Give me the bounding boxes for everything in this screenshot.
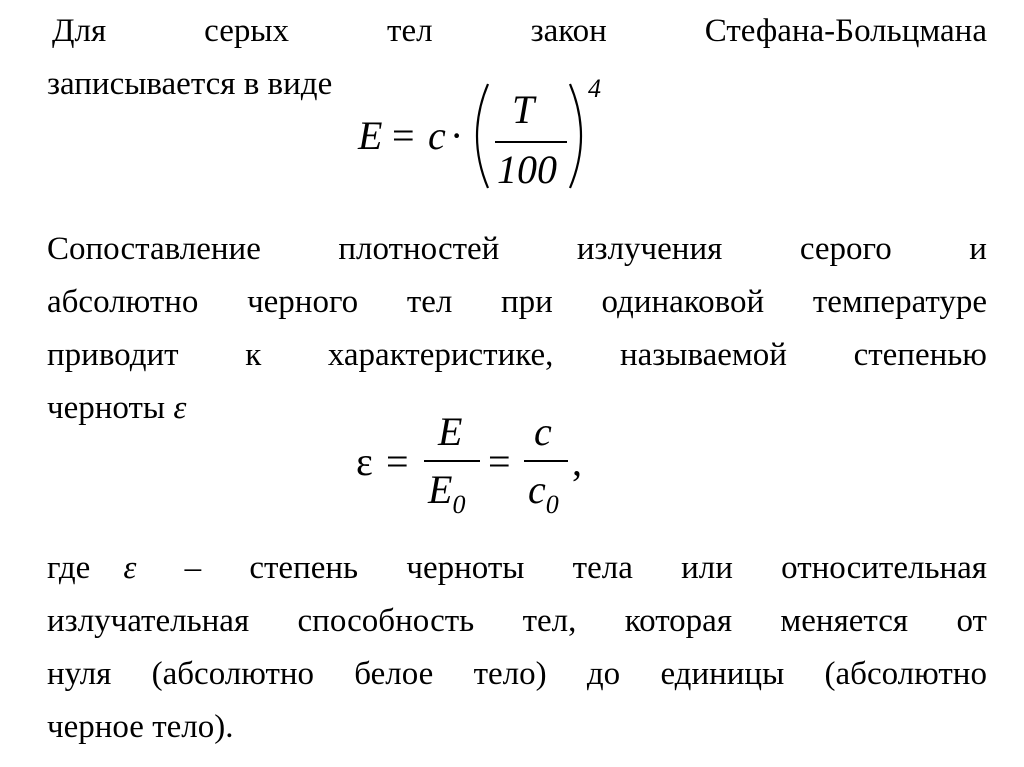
word: черного [247,284,359,320]
fraction-numerator: T [512,87,535,132]
word: серых [204,13,290,49]
word: (абсолютно [151,656,315,692]
text-line [47,595,987,648]
word: единицы [660,656,785,692]
text-line [47,223,987,276]
word: и [969,231,987,267]
word: излучательная [47,603,250,639]
word: степенью [853,337,987,373]
formula-equals: = [392,113,415,158]
text-line [47,382,987,435]
epsilon-symbol: ε [173,390,187,426]
word: плотностей [338,231,500,267]
word: приводит [47,337,179,373]
text-line [47,5,987,58]
fraction-denominator: 100 [497,147,557,192]
word: где ε [47,550,137,586]
word: температуре [812,284,987,320]
word: черноты [406,550,525,586]
paragraph-emissivity-explanation [47,542,987,754]
word: – [184,550,202,586]
word: к [245,337,262,373]
word: одинаковой [601,284,765,320]
word: излучения [576,231,723,267]
word: серого [799,231,892,267]
word: нуля [47,656,112,692]
text-line [47,276,987,329]
text-line [47,648,987,701]
text-line: черное тело). [47,709,234,745]
word: абсолютно [47,284,199,320]
word: называемой [619,337,787,373]
word: от [956,603,987,639]
word: тела [572,550,633,586]
text-line [47,329,987,382]
word: степень [249,550,359,586]
formula-dot: · [450,113,464,158]
word: которая [624,603,732,639]
fraction-bar [424,460,480,462]
word: Сопоставление [47,231,261,267]
word: способность [297,603,475,639]
word: тел [406,284,453,320]
left-paren [462,80,492,192]
word: характеристике, [327,337,554,373]
formula-equals: = [386,439,409,484]
word: меняется [780,603,909,639]
word: до [586,656,621,692]
fraction-bar [524,460,568,462]
word: белое [354,656,434,692]
fraction-denominator: $E_0$ [428,467,466,519]
word: (абсолютно [824,656,987,692]
word: тел [387,13,433,49]
formula-comma: , [572,439,582,484]
fraction-numerator: E [438,409,463,454]
formula-exponent: 4 [588,74,601,103]
word: относительная [781,550,987,586]
word: тел, [522,603,577,639]
paragraph-emissivity-definition [47,223,987,435]
text-line: записывается в виде [47,66,333,102]
epsilon-symbol: ε [123,550,137,586]
text-line [47,542,987,595]
formula-lhs: E [358,113,383,158]
formula-coefficient: c [428,113,446,158]
formula-lhs: ε [356,439,373,484]
word: при [501,284,553,320]
fraction-bar [495,141,567,143]
word: черноты [47,390,166,426]
word: Для [52,13,107,49]
formula-equals: = [488,439,511,484]
word: закон [530,13,607,49]
word: Стефана-Больцмана [704,13,987,49]
word: тело) [473,656,547,692]
fraction-denominator: $c_0$ [528,467,559,519]
word: или [681,550,733,586]
fraction-numerator: c [534,409,552,454]
